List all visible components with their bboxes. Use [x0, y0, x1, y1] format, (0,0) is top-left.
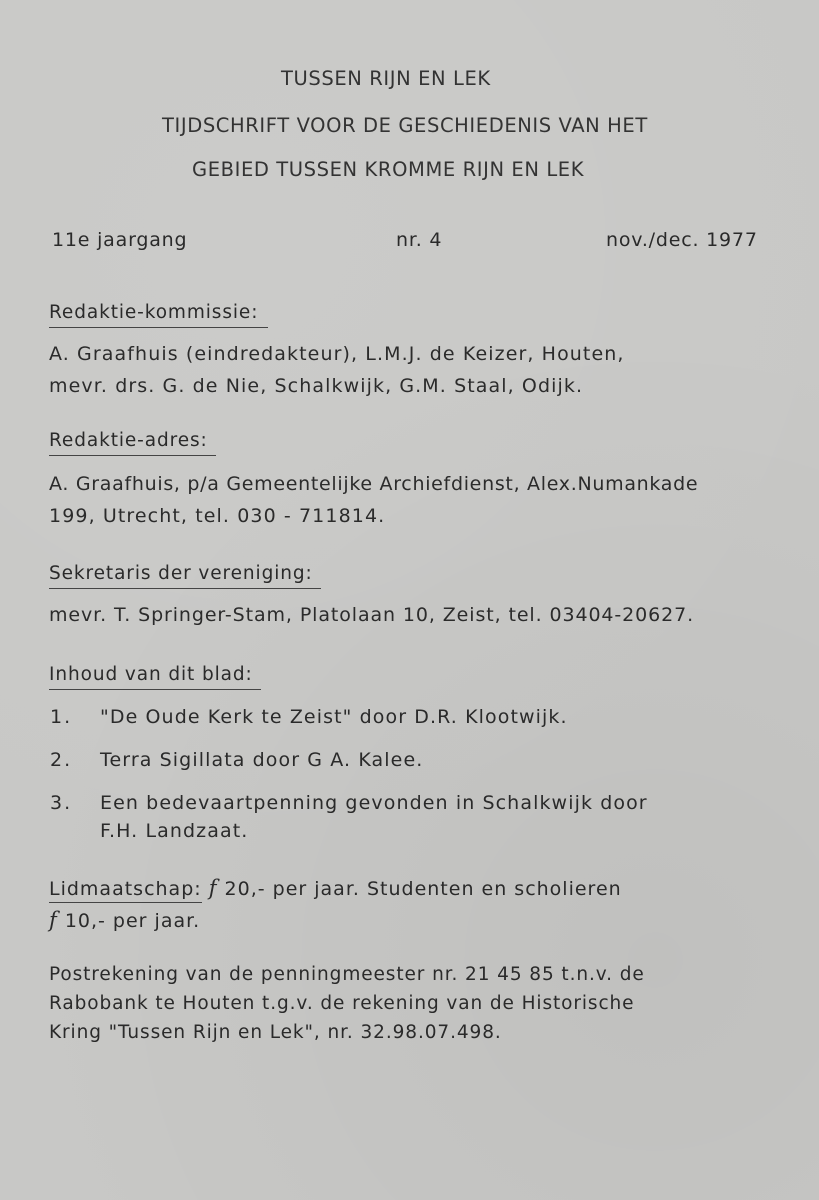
postrekening-line-1: Postrekening van de penningmeester nr. 21 45 85 t.n.v. de — [49, 964, 645, 985]
list-item-number: 1. — [50, 706, 73, 728]
sekretaris-line-1: mevr. T. Springer-Stam, Platolaan 10, Zeist, tel. 03404-20627. — [49, 604, 695, 626]
list-item-text: Een bedevaartpenning gevonden in Schalkwijk door — [100, 792, 648, 814]
lidmaatschap-line-1 — [49, 876, 622, 900]
lidmaatschap-label: Lidmaatschap: — [49, 878, 202, 903]
journal-subtitle-line-2: GEBIED TUSSEN KROMME RIJN EN LEK — [192, 158, 585, 181]
journal-title: TUSSEN RIJN EN LEK — [281, 67, 491, 90]
inhoud-label: Inhoud van dit blad: — [49, 664, 261, 690]
postrekening-line-3: Kring "Tussen Rijn en Lek", nr. 32.98.07.498. — [49, 1022, 502, 1043]
florin-symbol: f — [208, 876, 218, 900]
redaktie-kommissie-line-1: A. Graafhuis (eindredakteur), L.M.J. de Keizer, Houten, — [49, 343, 625, 365]
list-item-number: 3. — [50, 792, 73, 814]
redaktie-adres-line-1: A. Graafhuis, p/a Gemeentelijke Archiefdienst, Alex.Numankade — [49, 473, 699, 495]
lidmaatschap-line-2 — [49, 908, 200, 932]
redaktie-kommissie-label: Redaktie-kommissie: — [49, 302, 268, 328]
issue-number: nr. 4 — [396, 229, 443, 251]
journal-subtitle-line-1: TIJDSCHRIFT VOOR DE GESCHIEDENIS VAN HET — [162, 114, 648, 137]
postrekening-line-2: Rabobank te Houten t.g.v. de rekening van de Historische — [49, 993, 635, 1014]
sekretaris-label: Sekretaris der vereniging: — [49, 563, 321, 589]
redaktie-kommissie-line-2: mevr. drs. G. de Nie, Schalkwijk, G.M. Staal, Odijk. — [49, 375, 584, 397]
redaktie-adres-label: Redaktie-adres: — [49, 430, 216, 456]
list-item-text: Terra Sigillata door G A. Kalee. — [100, 749, 424, 771]
lidmaatschap-student-fee-text: 10,- per jaar. — [57, 910, 201, 932]
florin-symbol: f — [49, 908, 58, 932]
list-item-text-continuation: F.H. Landzaat. — [100, 820, 249, 842]
list-item-number: 2. — [50, 749, 73, 771]
issue-volume: 11e jaargang — [52, 229, 188, 251]
redaktie-adres-line-2: 199, Utrecht, tel. 030 - 711814. — [49, 505, 386, 527]
issue-date: nov./dec. 1977 — [606, 229, 758, 251]
list-item-text: "De Oude Kerk te Zeist" door D.R. Klootwijk. — [100, 706, 568, 728]
lidmaatschap-fee-text: 20,- per jaar. Studenten en scholieren — [217, 878, 622, 900]
